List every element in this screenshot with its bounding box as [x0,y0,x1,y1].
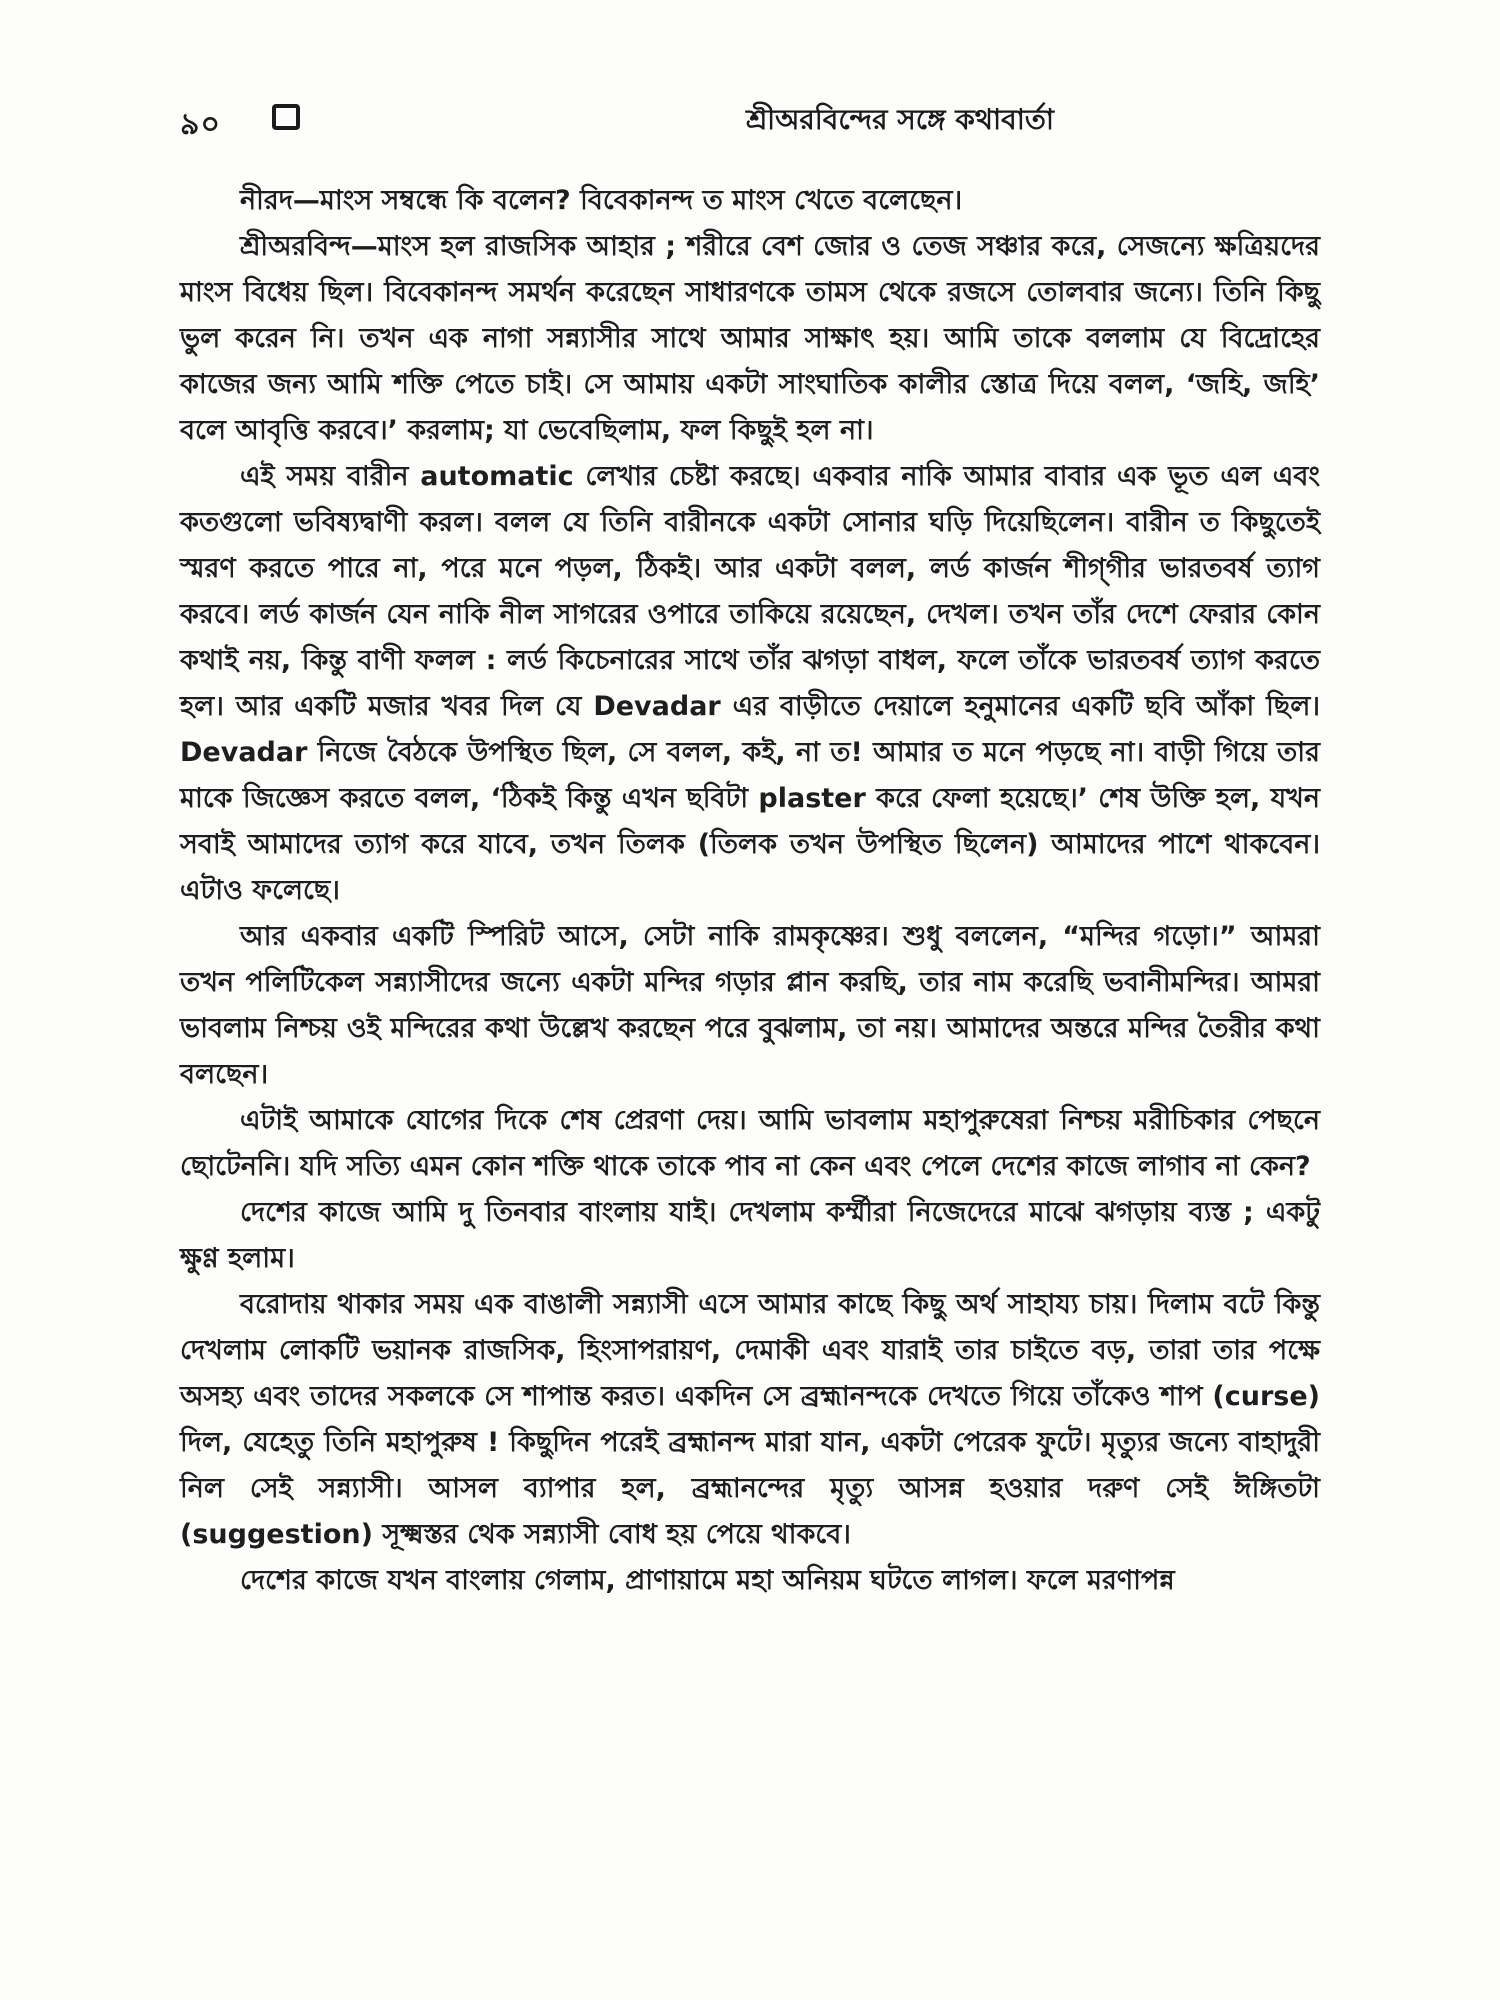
page-number: ৯০ [180,107,221,142]
paragraph: দেশের কাজে আমি দু তিনবার বাংলায় যাই। দেখলাম কর্ম্মীরা নিজেদেরে মাঝে ঝগড়ায় ব্যস্ত ; একটু ক্ষুণ্ণ হলাম। [180,1197,1320,1274]
paragraph: শ্রীঅরবিন্দ—মাংস হল রাজসিক আহার ; শরীরে বেশ জোর ও তেজ সঞ্চার করে, সেজন্যে ক্ষত্রিয়দের মাংস বিধেয় ছিল। বিবেকানন্দ সমর্থন করেছেন সাধারণকে তামস থেকে রজসে তোলবার জন্যে। তিনি কিছু ভুল করেন নি। তখন এক নাগা সন্ন্যাসীর সাথে আমার সাক্ষাৎ হয়। আমি তাকে বললাম যে বিদ্রোহের কাজের জন্য আমি শক্তি পেতে চাই। সে আমায় একটা সাংঘাতিক কালীর স্তোত্র দিয়ে বলল, ‘জহি, জহি’ বলে আবৃত্তি করবে।’ করলাম; যা ভেবেছিলাম, ফল কিছুই হল না। [180,231,1320,446]
square-ornament-icon [272,104,300,130]
paragraph: এটাই আমাকে যোগের দিকে শেষ প্রেরণা দেয়। আমি ভাবলাম মহাপুরুষেরা নিশ্চয় মরীচিকার পেছনে ছোটেননি। যদি সত্যি এমন কোন শক্তি থাকে তাকে পাব না কেন এবং পেলে দেশের কাজে লাগাব না কেন? [180,1105,1320,1182]
paragraph: আর একবার একটি স্পিরিট আসে, সেটা নাকি রামকৃষ্ণের। শুধু বললেন, “মন্দির গড়ো।” আমরা তখন পলিটিকেল সন্ন্যাসীদের জন্যে একটা মন্দির গড়ার প্লান করছি, তার নাম করেছি ভবানীমন্দির। আমরা ভাবলাম নিশ্চয় ওই মন্দিরের কথা উল্লেখ করছেন পরে বুঝলাম, তা নয়। আমাদের অন্তরে মন্দির তৈরীর কথা বলছেন। [180,921,1320,1090]
running-title: শ্রীঅরবিন্দের সঙ্গে কথাবার্তা [746,103,1054,136]
paragraph: নীরদ—মাংস সম্বন্ধে কি বলেন? বিবেকানন্দ ত মাংস খেতে বলেছেন। [240,185,963,216]
body-text [180,178,1320,1604]
paragraph: বরোদায় থাকার সময় এক বাঙালী সন্ন্যাসী এসে আমার কাছে কিছু অর্থ সাহায্য চায়। দিলাম বটে কিন্তু দেখলাম লোকটি ভয়ানক রাজসিক, হিংসাপরায়ণ, দেমাকী এবং যারাই তার চাইতে বড়, তারা তার পক্ষে অসহ্য এবং তাদের সকলকে সে শাপান্ত করত। একদিন সে ব্রহ্মানন্দকে দেখতে গিয়ে তাঁকেও শাপ (curse) দিল, যেহেতু তিনি মহাপুরুষ ! কিছুদিন পরেই ব্রহ্মানন্দ মারা যান, একটা পেরেক ফুটে। মৃত্যুর জন্যে বাহাদুরী নিল সেই সন্ন্যাসী। আসল ব্যাপার হল, ব্রহ্মানন্দের মৃত্যু আসন্ন হওয়ার দরুণ সেই ঈঙ্গিতটা (suggestion) সূক্ষ্মস্তর থেক সন্ন্যাসী বোধ হয় পেয়ে থাকবে। [180,1289,1320,1550]
page-header [180,92,1320,152]
paragraph: এই সময় বারীন automatic লেখার চেষ্টা করছে। একবার নাকি আমার বাবার এক ভূত এল এবং কতগুলো ভবিষ্যদ্বাণী করল। বলল যে তিনি বারীনকে একটা সোনার ঘড়ি দিয়েছিলেন। বারীন ত কিছুতেই স্মরণ করতে পারে না, পরে মনে পড়ল, ঠিকই। আর একটা বলল, লর্ড কার্জন শীগ্‌গীর ভারতবর্ষ ত্যাগ করবে। লর্ড কার্জন যেন নাকি নীল সাগরের ওপারে তাকিয়ে রয়েছেন, দেখল। তখন তাঁর দেশে ফেরার কোন কথাই নয়, কিন্তু বাণী ফলল : লর্ড কিচেনারের সাথে তাঁর ঝগড়া বাধল, ফলে তাঁকে ভারতবর্ষ ত্যাগ করতে হল। আর একটি মজার খবর দিল যে Devadar এর বাড়ীতে দেয়ালে হনুমানের একটি ছবি আঁকা ছিল। Devadar নিজে বৈঠকে উপস্থিত ছিল, সে বলল, কই, না ত! আমার ত মনে পড়ছে না। বাড়ী গিয়ে তার মাকে জিজ্ঞেস করতে বলল, ‘ঠিকই কিন্তু এখন ছবিটা plaster করে ফেলা হয়েছে।’ শেষ উক্তি হল, যখন সবাই আমাদের ত্যাগ করে যাবে, তখন তিলক (তিলক তখন উপস্থিত ছিলেন) আমাদের পাশে থাকবেন। এটাও ফলেছে। [180,461,1320,906]
paragraph: দেশের কাজে যখন বাংলায় গেলাম, প্রাণায়ামে মহা অনিয়ম ঘটতে লাগল। ফলে মরণাপন্ন [240,1565,1175,1596]
